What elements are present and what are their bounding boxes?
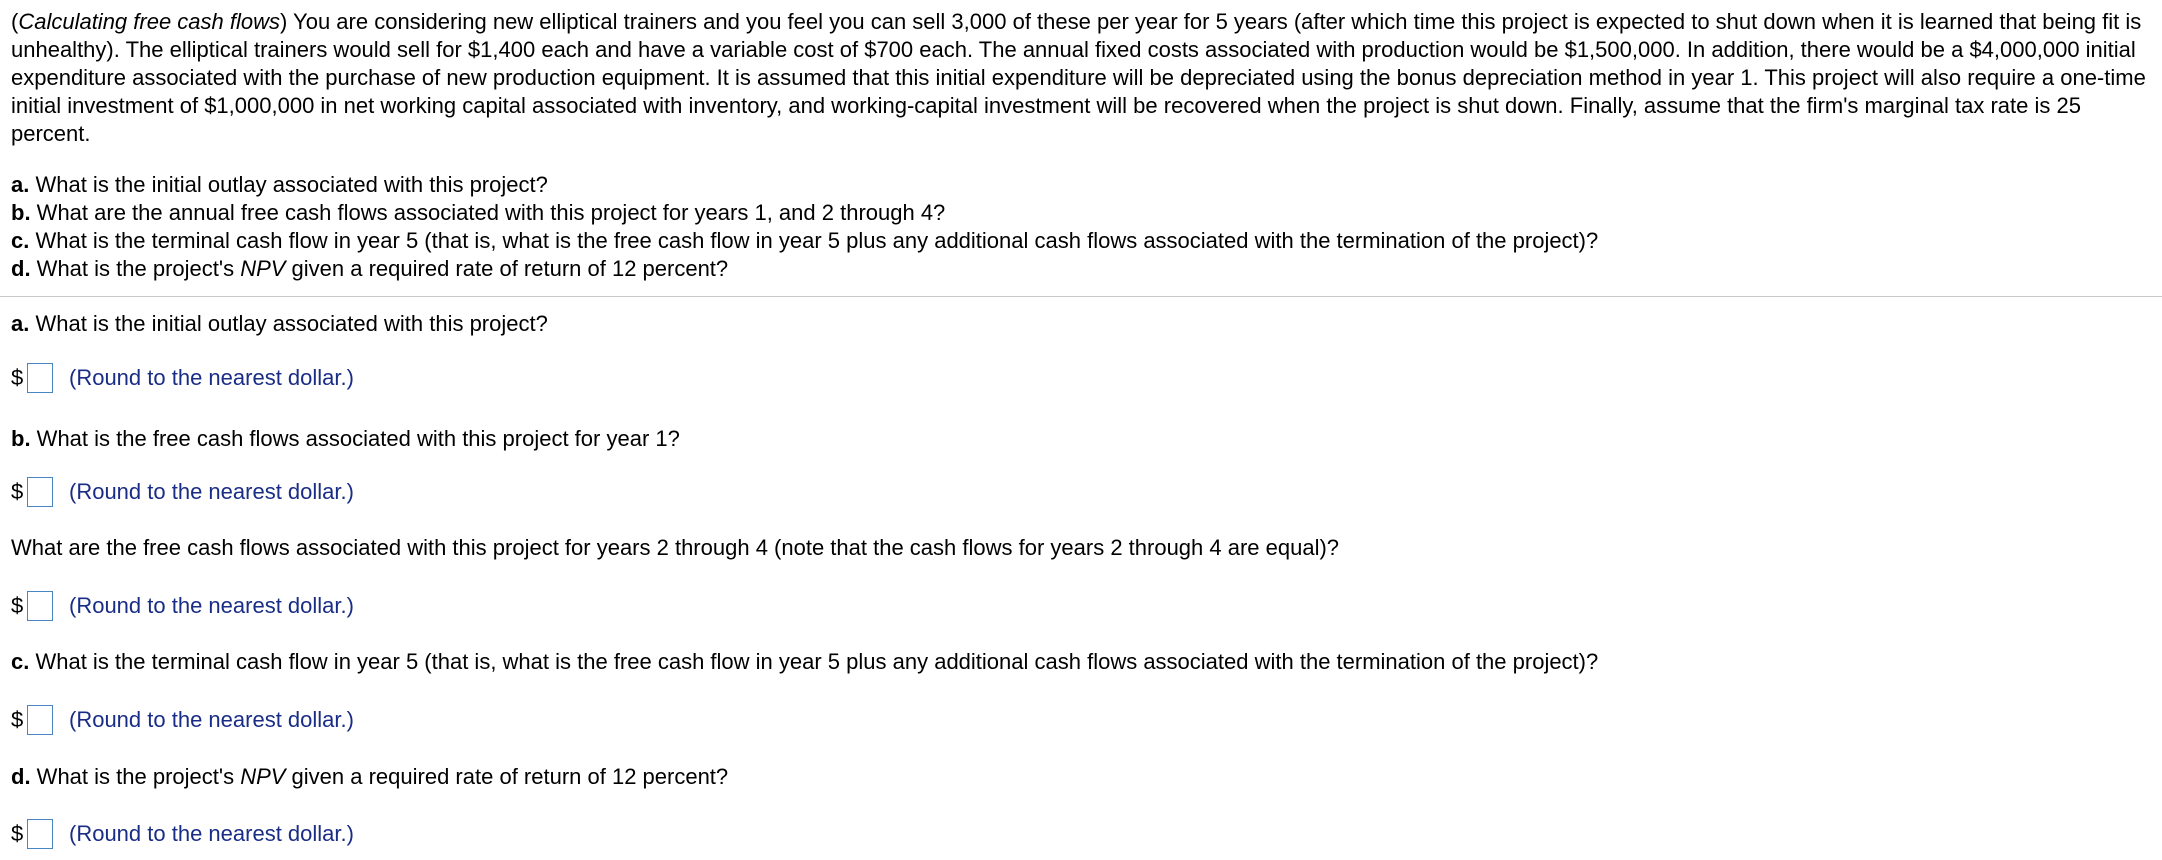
question-d-text-after: given a required rate of return of 12 percent? [285,764,729,789]
answer-row-d [11,819,354,849]
part-c [11,227,2156,255]
part-a-letter: a. [11,172,30,197]
question-d-text-before: What is the project's [30,764,241,789]
part-b-letter: b. [11,200,31,225]
part-b [11,199,2156,227]
question-c-letter: c. [11,649,30,674]
question-b-year1-text: What is the free cash flows associated with this project for year 1? [30,426,680,451]
problem-body: ) You are considering new elliptical trainers and you feel you can sell 3,000 of these per year for 5 years (after which time this project is expected to shut down when it is learned that being fit is unhealthy). The elliptical trainers would sell for $1,400 each and have a variable cost of $700 each. The annual fixed costs associated with production would be $1,500,000. In addition, there would be a $4,000,000 initial expenditure associated with the purchase of new production equipment. It is assumed that this initial expenditure will be depreciated using the bonus depreciation method in year 1. This project will also require a one-time initial investment of $1,000,000 in net working capital associated with inventory, and working-capital investment will be recovered when the project is shut down. Finally, assume that the firm's marginal tax rate is 25 percent. [11,9,2146,146]
answer-a-input[interactable] [27,363,53,393]
answer-b-years2-4-input[interactable] [27,591,53,621]
answer-c-input[interactable] [27,705,53,735]
rounding-hint: (Round to the nearest dollar.) [69,593,354,618]
question-b-years2-4-text: What are the free cash flows associated with this project for years 2 through 4 (note that the cash flows for years 2 through 4 are equal)? [11,535,1340,560]
part-d [11,255,2156,283]
answer-row-b-years2-4 [11,591,354,621]
rounding-hint: (Round to the nearest dollar.) [69,821,354,846]
rounding-hint: (Round to the nearest dollar.) [69,479,354,504]
problem-paragraph: (Calculating free cash flows) You are considering new elliptical trainers and you feel you can sell 3,000 of these per year for 5 years (after which time this project is expected to shut down when it is learned that being fit is unhealthy). The elliptical trainers would sell for $1,400 each and have a variable cost of $700 each. The annual fixed costs associated with production would be $1,500,000. In addition, there would be a $4,000,000 initial expenditure associated with the purchase of new production equipment. It is assumed that this initial expenditure will be depreciated using the bonus depreciation method in year 1. This project will also require a one-time initial investment of $1,000,000 in net working capital associated with inventory, and working-capital investment will be recovered when the project is shut down. Finally, assume that the firm's marginal tax rate is 25 percent. [11,9,2146,146]
parts-list [11,171,2156,283]
question-a-letter: a. [11,311,30,336]
question-c-text: What is the terminal cash flow in year 5 (that is, what is the free cash flow in year 5 plus any additional cash flows associated with the termination of the project)? [29,649,1599,674]
question-a-text: What is the initial outlay associated with this project? [29,311,548,336]
question-d-npv: NPV [240,764,286,789]
part-d-text-before: What is the project's [30,256,241,281]
part-d-letter: d. [11,256,31,281]
currency-symbol: $ [11,593,24,618]
currency-symbol: $ [11,365,24,390]
question-d-letter: d. [11,764,31,789]
part-a-text: What is the initial outlay associated with this project? [29,172,548,197]
question-b-years2-4 [11,534,1339,562]
section-divider [0,296,2162,297]
part-d-text-after: given a required rate of return of 12 percent? [285,256,729,281]
answer-b-year1-input[interactable] [27,477,53,507]
answer-row-a [11,363,354,393]
part-b-text: What are the annual free cash flows associated with this project for years 1, and 2 through 4? [30,200,946,225]
question-b-year1 [11,425,680,453]
problem-statement [11,8,2156,148]
question-d [11,763,728,791]
answer-d-input[interactable] [27,819,53,849]
currency-symbol: $ [11,821,24,846]
question-c [11,648,1598,676]
question-a [11,310,548,338]
currency-symbol: $ [11,479,24,504]
rounding-hint: (Round to the nearest dollar.) [69,707,354,732]
problem-title: Calculating free cash flows [18,9,281,34]
currency-symbol: $ [11,707,24,732]
part-c-text: What is the terminal cash flow in year 5 (that is, what is the free cash flow in year 5 plus any additional cash flows associated with the termination of the project)? [29,228,1599,253]
answer-row-b-year1 [11,477,354,507]
part-d-npv: NPV [240,256,286,281]
part-a [11,171,2156,199]
part-c-letter: c. [11,228,30,253]
answer-row-c [11,705,354,735]
question-b-letter: b. [11,426,31,451]
rounding-hint: (Round to the nearest dollar.) [69,365,354,390]
